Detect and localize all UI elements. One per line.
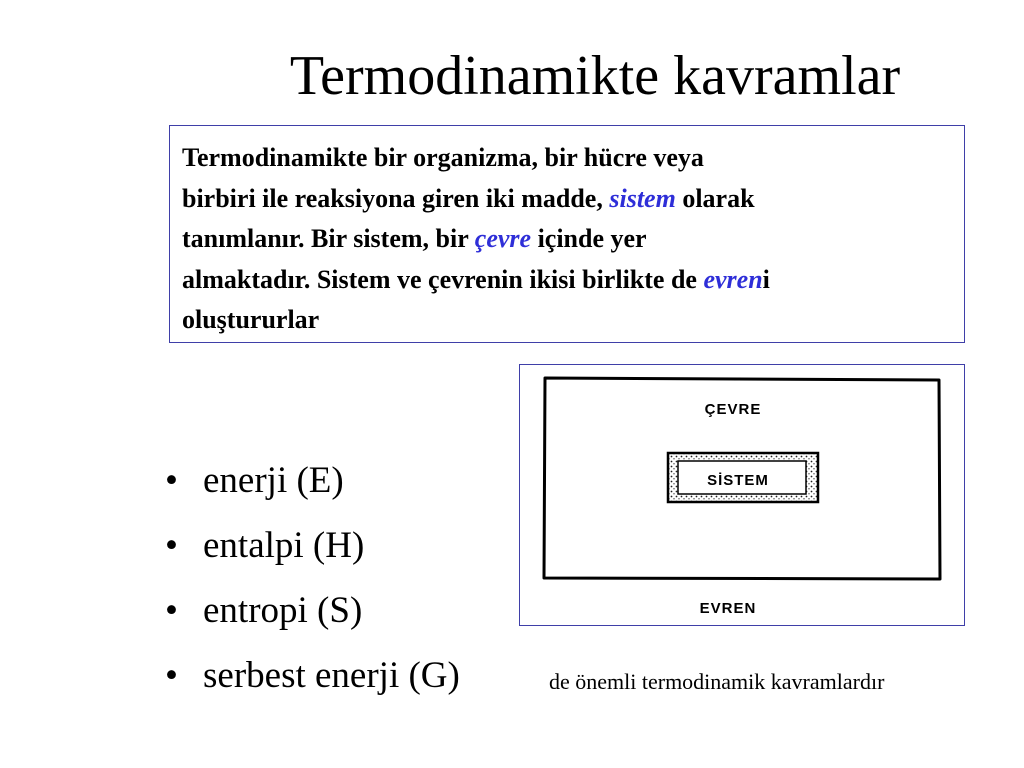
list-item: • entropi (S) xyxy=(165,583,460,648)
bullet-icon: • xyxy=(165,590,178,631)
bullet-icon: • xyxy=(165,525,178,566)
bullet-icon: • xyxy=(165,460,178,501)
term-sistem: sistem xyxy=(609,183,676,213)
system-diagram xyxy=(519,364,965,626)
universe-label: EVREN xyxy=(699,600,757,617)
system-diagram-graphic xyxy=(520,365,966,627)
system-label: SİSTEM xyxy=(707,472,769,489)
list-item: • enerji (E) xyxy=(165,453,460,518)
definition-line-5: oluştururlar xyxy=(182,305,320,334)
list-item: • entalpi (H) xyxy=(165,518,460,583)
slide-title: Termodinamikte kavramlar xyxy=(289,45,901,107)
term-cevre: çevre xyxy=(474,224,532,253)
definition-box xyxy=(169,125,965,343)
bullet-icon: • xyxy=(165,655,178,696)
concept-list xyxy=(165,453,460,713)
environment-label: ÇEVRE xyxy=(704,401,762,418)
list-item: • serbest enerji (G) xyxy=(165,648,460,713)
definition-line-3: tanımlanır. Bir sistem, bir çevre içinde yer xyxy=(182,224,647,253)
definition-line-1: Termodinamikte bir organizma, bir hücre veya xyxy=(182,143,704,172)
term-evren: evren xyxy=(703,264,763,294)
definition-line-4: almaktadır. Sistem ve çevrenin ikisi birlikte de evreni xyxy=(182,264,770,294)
concepts-note: de önemli termodinamik kavramlardır xyxy=(549,669,885,694)
definition-line-2: birbiri ile reaksiyona giren iki madde, sistem olarak xyxy=(182,183,755,213)
